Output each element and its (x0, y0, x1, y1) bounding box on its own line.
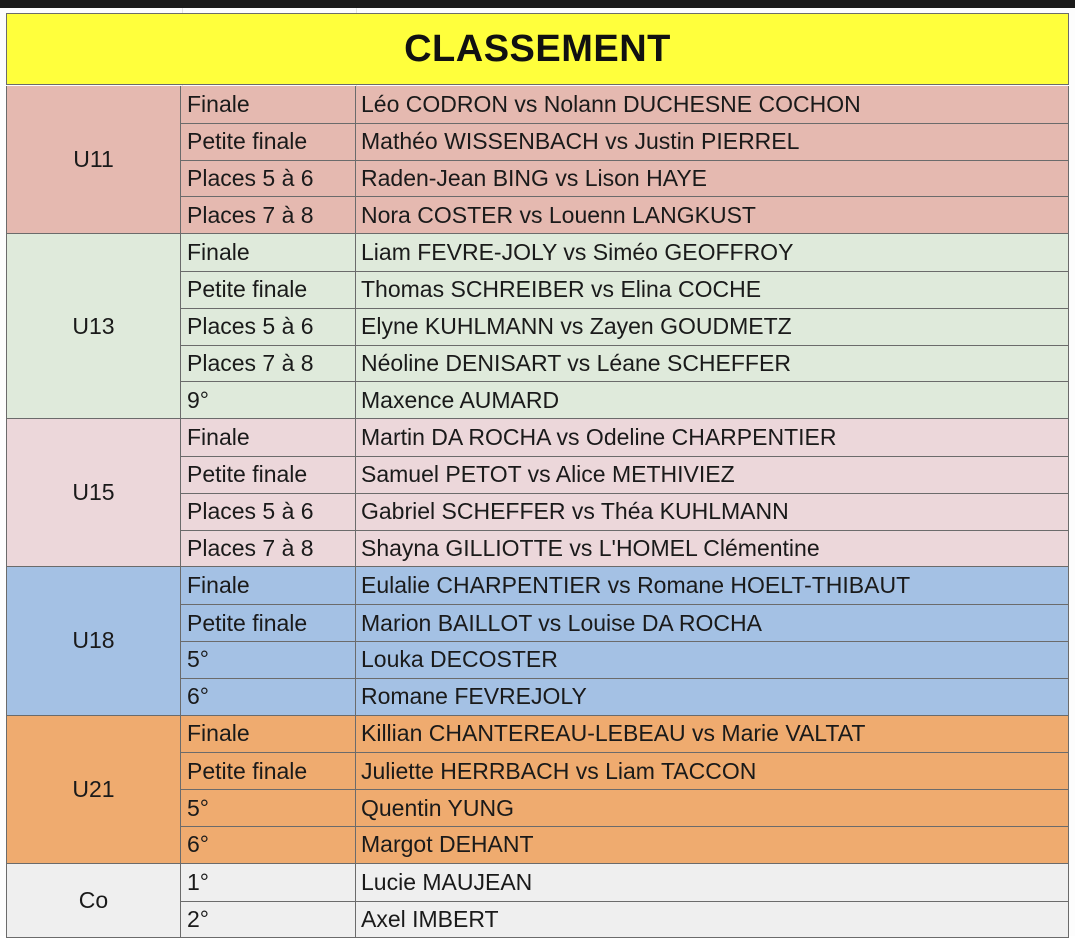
match-cell[interactable]: Nora COSTER vs Louenn LANGKUST (361, 201, 756, 228)
category-group-u15 (6, 419, 1069, 567)
category-cell[interactable]: U15 (7, 419, 181, 566)
table-row (181, 752, 1068, 789)
match-cell[interactable]: Léo CODRON vs Nolann DUCHESNE COCHON (361, 90, 861, 117)
stage-cell[interactable]: Places 5 à 6 (181, 309, 356, 345)
stage-cell[interactable]: Places 5 à 6 (181, 161, 356, 197)
match-cell[interactable]: Quentin YUNG (361, 794, 514, 821)
table-row (181, 789, 1068, 826)
stage-cell[interactable]: Petite finale (181, 753, 356, 789)
table-row (181, 123, 1068, 160)
match-cell[interactable]: Martin DA ROCHA vs Odeline CHARPENTIER (361, 424, 837, 451)
table-row (181, 345, 1068, 382)
table-row (181, 641, 1068, 678)
match-cell[interactable]: Samuel PETOT vs Alice METHIVIEZ (361, 461, 735, 488)
match-cell[interactable]: Killian CHANTEREAU-LEBEAU vs Marie VALTAT (361, 720, 866, 747)
stage-cell[interactable]: Places 5 à 6 (181, 494, 356, 530)
match-cell[interactable]: Liam FEVRE-JOLY vs Siméo GEOFFROY (361, 239, 794, 266)
category-rows (181, 716, 1068, 863)
stage-cell[interactable]: 1° (181, 864, 356, 901)
table-row (181, 530, 1068, 567)
stage-cell[interactable]: 9° (181, 382, 356, 418)
match-cell[interactable]: Juliette HERRBACH vs Liam TACCON (361, 757, 757, 784)
category-group-u21 (6, 716, 1069, 864)
table-row (181, 864, 1068, 901)
match-cell[interactable]: Shayna GILLIOTTE vs L'HOMEL Clémentine (361, 534, 820, 561)
stage-cell[interactable]: 6° (181, 679, 356, 715)
stage-cell[interactable]: Petite finale (181, 124, 356, 160)
match-cell[interactable]: Axel IMBERT (361, 905, 499, 932)
title-cell[interactable]: CLASSEMENT (6, 13, 1069, 85)
stage-cell[interactable]: 6° (181, 827, 356, 863)
stage-cell[interactable]: 5° (181, 642, 356, 678)
match-cell[interactable]: Raden-Jean BING vs Lison HAYE (361, 164, 708, 191)
stage-cell[interactable]: Places 7 à 8 (181, 531, 356, 567)
stage-cell[interactable]: 2° (181, 902, 356, 938)
category-group-u18 (6, 567, 1069, 715)
category-group-u11 (6, 86, 1069, 234)
stage-cell[interactable]: Petite finale (181, 272, 356, 308)
category-rows (181, 86, 1068, 233)
table-row (181, 160, 1068, 197)
stage-cell[interactable]: Finale (181, 419, 356, 456)
table-row (181, 86, 1068, 123)
match-cell[interactable]: Romane FEVREJOLY (361, 683, 587, 710)
match-cell[interactable]: Maxence AUMARD (361, 386, 560, 413)
match-cell[interactable]: Mathéo WISSENBACH vs Justin PIERREL (361, 128, 800, 155)
table-row (181, 381, 1068, 418)
stage-cell[interactable]: Places 7 à 8 (181, 197, 356, 233)
category-cell[interactable]: U21 (7, 716, 181, 863)
match-cell[interactable]: Margot DEHANT (361, 831, 534, 858)
category-rows (181, 567, 1068, 714)
match-cell[interactable]: Thomas SCHREIBER vs Elina COCHE (361, 276, 762, 303)
table-row (181, 271, 1068, 308)
category-rows (181, 419, 1068, 566)
match-cell[interactable]: Eulalie CHARPENTIER vs Romane HOELT-THIBAUT (361, 572, 911, 599)
table-row (181, 234, 1068, 271)
category-cell[interactable]: U13 (7, 234, 181, 418)
stage-cell[interactable]: Finale (181, 716, 356, 753)
table-row (181, 716, 1068, 753)
table-row (181, 308, 1068, 345)
category-cell[interactable]: Co (7, 864, 181, 938)
table-row (181, 604, 1068, 641)
table-row (181, 826, 1068, 863)
ranking-table (6, 86, 1069, 938)
stage-cell[interactable]: Petite finale (181, 457, 356, 493)
match-cell[interactable]: Marion BAILLOT vs Louise DA ROCHA (361, 609, 762, 636)
table-row (181, 678, 1068, 715)
match-cell[interactable]: Lucie MAUJEAN (361, 868, 533, 895)
match-cell[interactable]: Gabriel SCHEFFER vs Théa KUHLMANN (361, 498, 789, 525)
category-group-co (6, 864, 1069, 938)
category-cell[interactable]: U11 (7, 86, 181, 233)
stage-cell[interactable]: Finale (181, 567, 356, 604)
category-rows (181, 234, 1068, 418)
category-rows (181, 864, 1068, 938)
table-row (181, 493, 1068, 530)
table-row (181, 456, 1068, 493)
table-row (181, 901, 1068, 938)
match-cell[interactable]: Néoline DENISART vs Léane SCHEFFER (361, 349, 791, 376)
category-group-u13 (6, 234, 1069, 419)
stage-cell[interactable]: Finale (181, 234, 356, 271)
match-cell[interactable]: Louka DECOSTER (361, 646, 558, 673)
stage-cell[interactable]: 5° (181, 790, 356, 826)
stage-cell[interactable]: Finale (181, 86, 356, 123)
table-row (181, 419, 1068, 456)
stage-cell[interactable]: Petite finale (181, 605, 356, 641)
table-row (181, 567, 1068, 604)
stage-cell[interactable]: Places 7 à 8 (181, 346, 356, 382)
category-cell[interactable]: U18 (7, 567, 181, 714)
top-edge (0, 0, 1075, 8)
table-row (181, 196, 1068, 233)
match-cell[interactable]: Elyne KUHLMANN vs Zayen GOUDMETZ (361, 313, 792, 340)
